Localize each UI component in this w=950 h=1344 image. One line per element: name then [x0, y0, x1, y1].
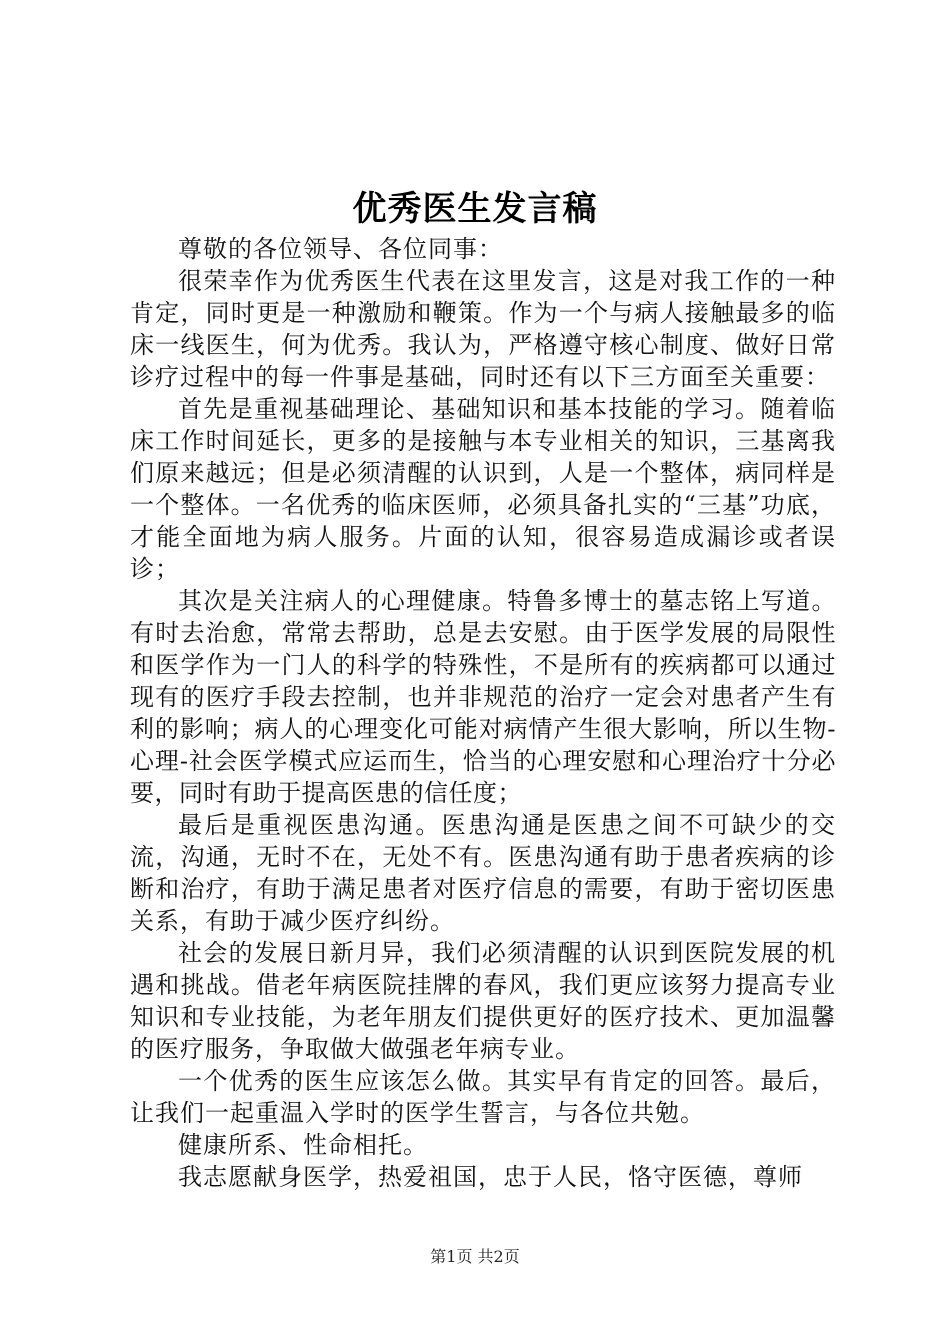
document-body [130, 233, 836, 1193]
closing-paragraph: 一个优秀的医生应该怎么做。其实早有肯定的回答。最后，让我们一起重温入学时的医学生誓言，与各位共勉。 [130, 1067, 836, 1127]
page-indicator: 第1页 共2页 [430, 1247, 520, 1266]
third-point-paragraph: 最后是重视医患沟通。医患沟通是医患之间不可缺少的交流，沟通，无时不在，无处不有。医患沟通有助于患者疾病的诊断和治疗，有助于满足患者对医疗信息的需要，有助于密切医患关系，有助于减少医疗纠纷。 [130, 811, 836, 935]
oath-start-paragraph: 我志愿献身医学，热爱祖国，忠于人民，恪守医德，尊师 [178, 1163, 803, 1191]
intro-paragraph: 很荣幸作为优秀医生代表在这里发言，这是对我工作的一种肯定，同时更是一种激励和鞭策。作为一个与病人接触最多的临床一线医生，何为优秀。我认为，严格遵守核心制度、做好日常诊疗过程中的每一件事是基础，同时还有以下三方面至关重要： [130, 267, 836, 391]
oath-line-paragraph: 健康所系、性命相托。 [178, 1131, 428, 1159]
salutation-paragraph: 尊敬的各位领导、各位同事： [178, 235, 503, 263]
development-paragraph: 社会的发展日新月异，我们必须清醒的认识到医院发展的机遇和挑战。借老年病医院挂牌的春风，我们更应该努力提高专业知识和专业技能，为老年朋友们提供更好的医疗技术、更加温馨的医疗服务，争取做大做强老年病专业。 [130, 939, 836, 1063]
second-point-paragraph: 其次是关注病人的心理健康。特鲁多博士的墓志铭上写道。有时去治愈，常常去帮助，总是去安慰。由于医学发展的局限性和医学作为一门人的科学的特殊性，不是所有的疾病都可以通过现有的医疗手段去控制，也并非规范的治疗一定会对患者产生有利的影响；病人的心理变化可能对病情产生很大影响，所以生物-心理-社会医学模式应运而生，恰当的心理安慰和心理治疗十分必要，同时有助于提高医患的信任度； [130, 587, 836, 807]
first-point-paragraph: 首先是重视基础理论、基础知识和基本技能的学习。随着临床工作时间延长，更多的是接触与本专业相关的知识，三基离我们原来越远；但是必须清醒的认识到，人是一个整体，病同样是一个整体。一名优秀的临床医师，必须具备扎实的“三基”功底，才能全面地为病人服务。片面的认知，很容易造成漏诊或者误诊； [130, 395, 836, 583]
document-title: 优秀医生发言稿 [352, 189, 598, 229]
